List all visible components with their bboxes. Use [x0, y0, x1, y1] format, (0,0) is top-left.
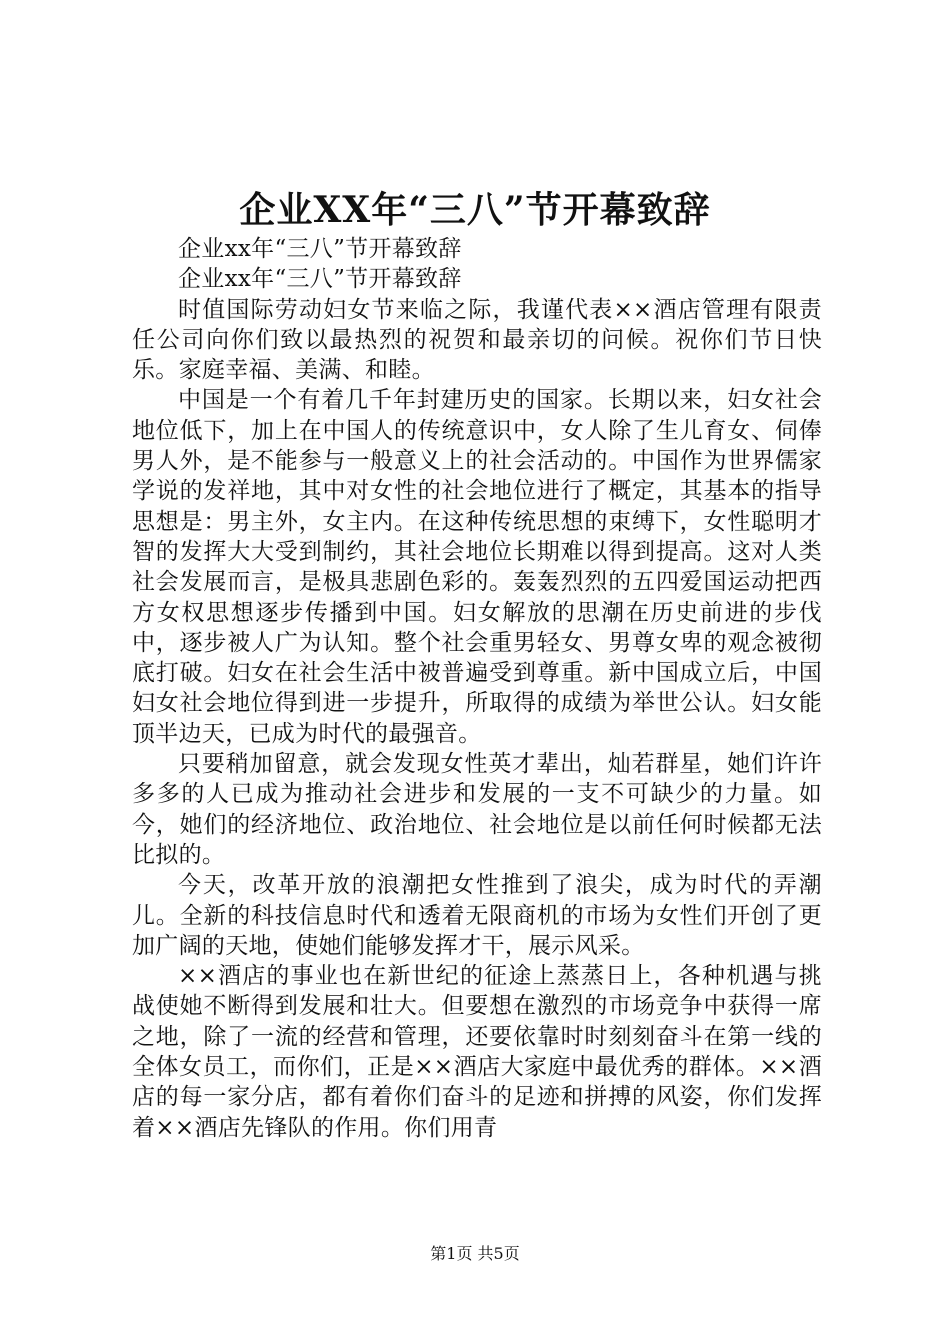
- paragraph-subtitle-2: 企业xx年“三八”节开幕致辞: [178, 266, 462, 293]
- paragraph-hotel: ××酒店的事业也在新世纪的征途上蒸蒸日上，各种机遇与挑战使她不断得到发展和壮大。但要想在激烈的市场竞争中获得一席之地，除了一流的经营和管理，还要依靠时时刻刻奋斗在第一线的全体女员工，而你们，正是××酒店大家庭中最优秀的群体。××酒店的每一家分店，都有着你们奋斗的足迹和拼搏的风姿，你们发挥着××酒店先锋队的作用。你们用青: [132, 963, 822, 1141]
- paragraph-history: 中国是一个有着几千年封建历史的国家。长期以来，妇女社会地位低下，加上在中国人的传统意识中，女人除了生儿育女、伺俸男人外，是不能参与一般意义上的社会活动的。中国作为世界儒家学说的发祥地，其中对女性的社会地位进行了概定，其基本的指导思想是：男主外，女主内。在这种传统思想的束缚下，女性聪明才智的发挥大大受到制约，其社会地位长期难以得到提高。这对人类社会发展而言，是极具悲剧色彩的。轰轰烈烈的五四爱国运动把西方女权思想逐步传播到中国。妇女解放的思潮在历史前进的步伐中，逐步被人广为认知。整个社会重男轻女、男尊女卑的观念被彻底打破。妇女在社会生活中被普遍受到尊重。新中国成立后，中国妇女社会地位得到进一步提升，所取得的成绩为举世公认。妇女能顶半边天，已成为时代的最强音。: [132, 387, 822, 747]
- page-number-footer: 第1页 共5页: [430, 1244, 520, 1263]
- document-body: [132, 234, 822, 1143]
- paragraph-reform: 今天，改革开放的浪潮把女性推到了浪尖，成为时代的弄潮儿。全新的科技信息时代和透着无限商机的市场为女性们开创了更加广阔的天地，使她们能够发挥才干，展示风采。: [132, 872, 822, 959]
- document-title: 企业XX年“三八”节开幕致辞: [239, 189, 711, 231]
- paragraph-subtitle-1: 企业xx年“三八”节开幕致辞: [178, 236, 462, 262]
- paragraph-talent: 只要稍加留意，就会发现女性英才辈出，灿若群星，她们许许多多的人已成为推动社会进步和发展的一支不可缺少的力量。如今，她们的经济地位、政治地位、社会地位是以前任何时候都无法比拟的。: [132, 751, 822, 868]
- paragraph-greeting: 时值国际劳动妇女节来临之际，我谨代表××酒店管理有限责任公司向你们致以最热烈的祝贺和最亲切的问候。祝你们节日快乐。家庭幸福、美满、和睦。: [132, 296, 822, 384]
